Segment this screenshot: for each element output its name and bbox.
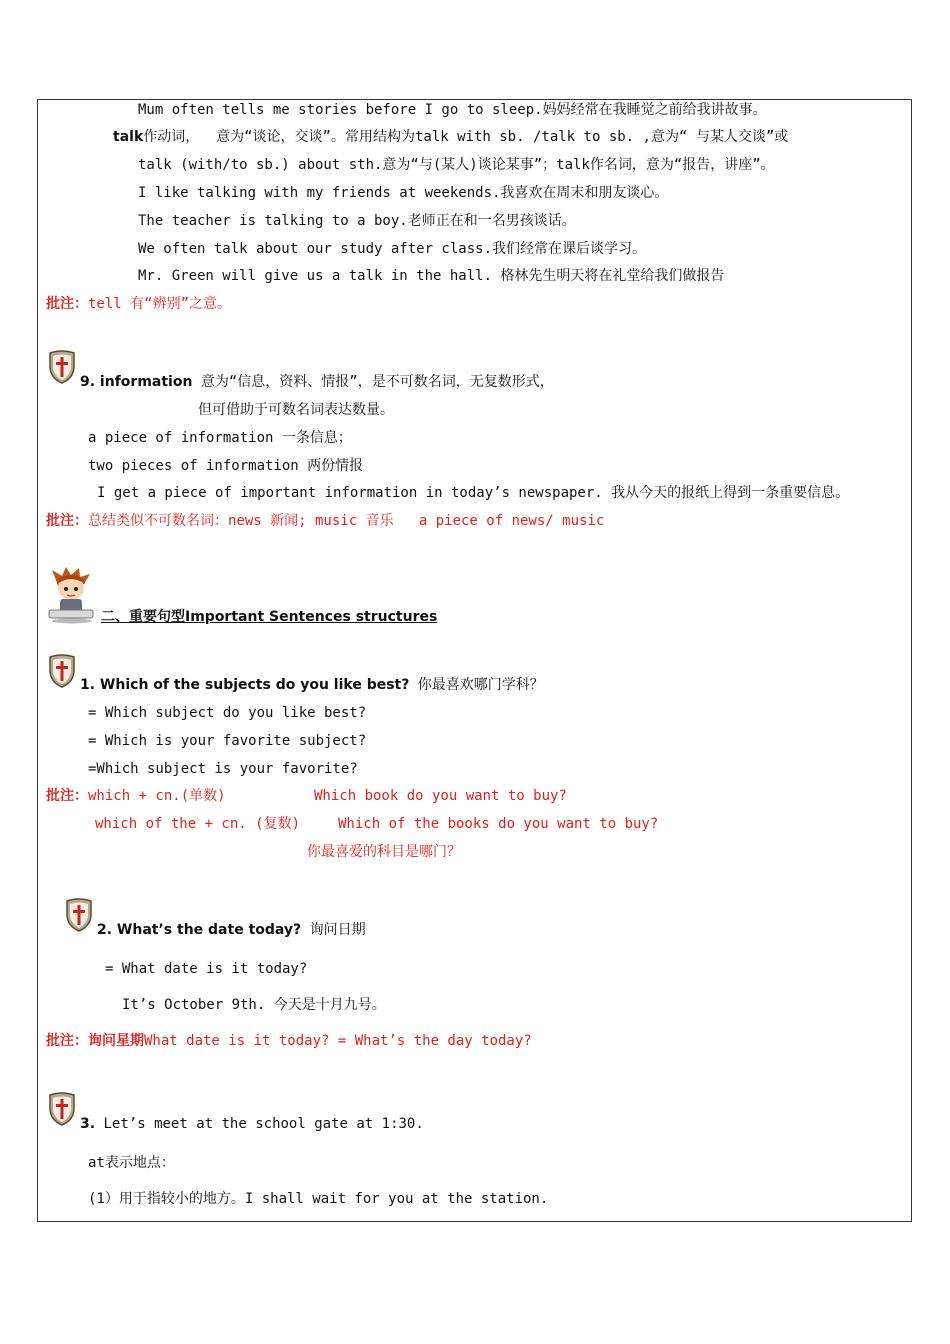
keyword-talk: talk [113,129,144,145]
example-line: a piece of information 一条信息； [88,430,352,446]
example-line: I get a piece of important information in today’s newspaper. 我从今天的报纸上得到一条重要信息。 [97,485,850,501]
item9-head [80,373,554,391]
note-label: 批注： [46,788,88,804]
note-bold: 询问星期 [88,1033,144,1049]
note-text: 你最喜爱的科目是哪门？ [307,844,461,860]
sentence3-num: 3. [80,1116,96,1132]
shield-cross-icon [48,654,76,688]
talk-definition [113,128,788,146]
example-line: Mr. Green will give us a talk in the hall. 格林先生明天将在礼堂给我们做报告 [138,268,725,284]
note-example: Which book do you want to buy? [314,788,567,804]
shield-cross-icon [48,1092,76,1126]
example-line: (1）用于指较小的地方。I shall wait for you at the station. [88,1191,549,1207]
note-label: 批注： [46,1033,88,1049]
note-line [46,1032,532,1050]
boy-mascot-icon [44,566,96,624]
note-label: 批注： [46,513,88,529]
sentence2-head [97,921,366,939]
sentence3-en: Let’s meet at the school gate at 1:30. [95,1116,424,1132]
note-line [46,295,231,313]
note-text: 总结类似不可数名词：news 新闻; music 音乐 a piece of news/ music [88,513,605,529]
sentence1-head [80,676,544,694]
section-title: 二、重要句型Important Sentences structures [101,609,438,625]
sentence1-zh: 你最喜欢哪门学科？ [409,677,544,693]
note-text: What date is it today? = What’s the day today? [144,1033,532,1049]
talk-definition-cont: talk (with/to sb.) about sth.意为“与(某人)谈论某事”；talk作名词，意为“报告，讲座”。 [138,157,775,173]
example-line: =Which subject is your favorite? [88,761,358,777]
sentence1-en: 1. Which of the subjects do you like best? [80,677,410,693]
item9-def2: 但可借助于可数名词表达数量。 [198,402,394,418]
example-line: I like talking with my friends at weekends.我喜欢在周末和朋友谈心。 [138,185,669,201]
sentence2-zh: 询问日期 [301,922,366,938]
example-line: The teacher is talking to a boy.老师正在和一名男孩谈话。 [138,213,576,229]
example-line: It’s October 9th. 今天是十月九号。 [122,997,386,1013]
sentence2-en: 2. What’s the date today? [97,922,302,938]
note-text: tell 有“辨别”之意。 [88,296,232,312]
example-line: = What date is it today? [105,961,308,977]
note-line [46,787,226,805]
item9-def: 意为“信息，资料、情报”，是不可数名词，无复数形式， [192,374,554,390]
shield-cross-icon [65,898,93,932]
item9-keyword: 9. information [80,374,193,390]
note-text: which + cn.(单数) [88,788,226,804]
example-line: at表示地点： [88,1155,175,1171]
example-line: = Which is your favorite subject? [88,733,367,749]
shield-cross-icon [48,350,76,384]
note-example: Which of the books do you want to buy? [338,816,659,832]
example-line: two pieces of information 两份情报 [88,458,364,474]
example-line: Mum often tells me stories before I go to sleep.妈妈经常在我睡觉之前给我讲故事。 [138,102,767,118]
sentence3-head [80,1115,424,1133]
note-text: which of the + cn. (复数) [95,816,301,832]
note-line [46,512,604,530]
note-label: 批注： [46,296,88,312]
example-line: We often talk about our study after class.我们经常在课后谈学习。 [138,241,647,257]
talk-def-text: 作动词， 意为“谈论，交谈”。常用结构为talk with sb. /talk to sb. ,意为“ 与某人交谈”或 [143,129,789,145]
example-line: = Which subject do you like best? [88,705,367,721]
